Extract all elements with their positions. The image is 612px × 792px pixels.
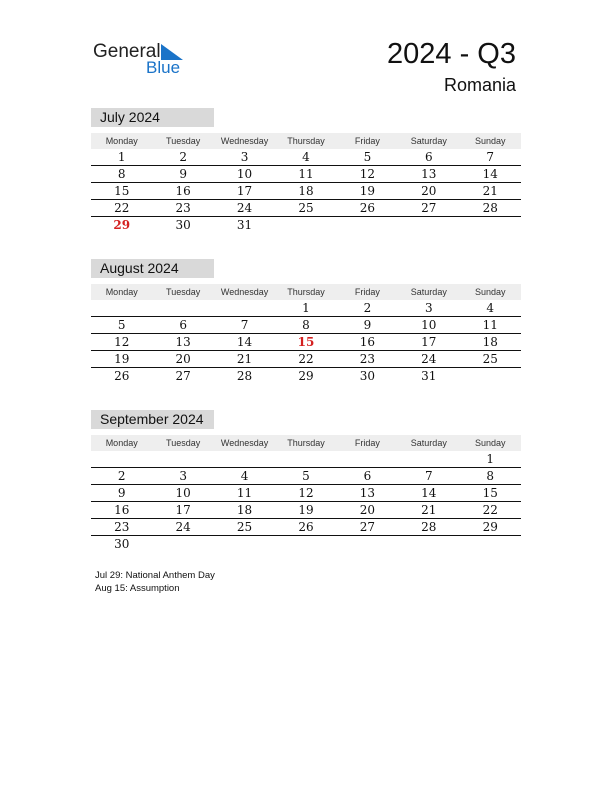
weekday-label: Sunday	[474, 136, 506, 146]
day-cell: 16	[175, 184, 191, 198]
day-cell: 1	[117, 150, 126, 164]
day-cell: 26	[359, 201, 376, 215]
day-cell: 4	[486, 301, 495, 315]
day-cell: 23	[175, 201, 191, 215]
day-cell: 1	[486, 452, 495, 466]
day-cell: 20	[175, 352, 191, 366]
day-cell: 22	[482, 503, 498, 517]
day-cell: 24	[421, 352, 437, 366]
day-cell: 28	[482, 201, 498, 215]
day-cell: 24	[236, 201, 253, 215]
day-cell: 31	[236, 218, 253, 232]
day-cell: 5	[302, 469, 310, 483]
weekday-header	[91, 284, 521, 300]
month-label: September 2024	[91, 410, 214, 429]
day-cell: 3	[179, 469, 187, 483]
day-cell: 8	[117, 167, 126, 181]
day-cell: 25	[298, 201, 314, 215]
week-row	[91, 468, 521, 485]
day-cell	[91, 300, 152, 316]
day-cell	[337, 536, 398, 552]
day-cell	[398, 536, 459, 552]
weekday-label: Monday	[105, 438, 138, 448]
weekday-label: Monday	[105, 287, 138, 297]
day-cell: 14	[482, 167, 498, 181]
holiday-note: Jul 29: National Anthem Day	[95, 570, 215, 581]
day-cell	[460, 368, 521, 384]
day-cell	[152, 451, 213, 467]
day-cell: 14	[421, 486, 437, 500]
logo-blue-text: Blue	[146, 58, 181, 77]
day-cell: 8	[302, 318, 310, 332]
day-cell: 22	[114, 201, 130, 215]
day-cell: 27	[421, 201, 437, 215]
day-cell: 2	[179, 150, 187, 164]
day-cell: 10	[236, 167, 253, 181]
day-cell: 4	[240, 469, 249, 483]
day-cell	[398, 217, 459, 233]
month-block	[91, 259, 521, 384]
day-cell: 23	[359, 352, 376, 366]
day-cell: 19	[298, 503, 314, 517]
weekday-label: Wednesday	[220, 136, 269, 146]
day-cell: 16	[114, 503, 130, 517]
day-cell	[460, 217, 521, 233]
day-cell: 7	[486, 150, 495, 164]
day-cell: 13	[175, 335, 191, 349]
weekday-label: Sunday	[474, 287, 506, 297]
day-cell: 30	[114, 537, 130, 551]
logo	[93, 41, 193, 79]
weekday-label: Tuesday	[166, 438, 201, 448]
weekday-label: Wednesday	[220, 287, 269, 297]
day-cell: 8	[486, 469, 495, 483]
day-cell	[460, 536, 521, 552]
day-cell: 27	[359, 520, 376, 534]
day-cell: 11	[298, 167, 314, 181]
day-cell: 6	[363, 469, 372, 483]
month-label: August 2024	[91, 259, 214, 278]
week-row	[91, 217, 521, 233]
day-cell: 11	[482, 318, 498, 332]
week-row	[91, 351, 521, 368]
day-cell: 2	[363, 301, 372, 315]
day-cell	[91, 451, 152, 467]
week-row	[91, 183, 521, 200]
day-cell: 25	[482, 352, 498, 366]
day-cell: 19	[114, 352, 130, 366]
day-cell: 29	[482, 520, 498, 534]
day-cell: 28	[236, 369, 253, 383]
day-cell: 17	[175, 503, 191, 517]
day-cell: 22	[298, 352, 314, 366]
day-cell: 21	[482, 184, 498, 198]
day-cell: 26	[298, 520, 314, 534]
day-cell	[337, 451, 398, 467]
day-cell: 23	[114, 520, 130, 534]
day-cell: 13	[421, 167, 437, 181]
day-cell: 17	[421, 335, 437, 349]
weekday-label: Tuesday	[166, 287, 201, 297]
week-row	[91, 200, 521, 217]
day-cell: 29	[298, 369, 314, 383]
day-cell: 26	[114, 369, 130, 383]
day-cell	[214, 451, 275, 467]
weekday-label: Tuesday	[166, 136, 201, 146]
weekday-label: Friday	[354, 438, 380, 448]
month-block	[91, 108, 521, 233]
day-cell: 5	[117, 318, 126, 332]
day-cell: 6	[425, 150, 433, 164]
day-cell: 9	[179, 167, 187, 181]
day-cell: 30	[359, 369, 376, 383]
weekday-header	[91, 435, 521, 451]
day-cell: 15	[297, 335, 315, 349]
weekday-label: Thursday	[287, 438, 325, 448]
day-cell: 4	[302, 150, 310, 164]
day-cell: 21	[421, 503, 437, 517]
day-cell: 10	[421, 318, 437, 332]
week-row	[91, 368, 521, 384]
weekday-label: Saturday	[410, 287, 447, 297]
day-cell: 29	[113, 218, 131, 232]
day-cell: 12	[114, 335, 130, 349]
day-cell: 7	[240, 318, 249, 332]
week-row	[91, 149, 521, 166]
day-cell: 20	[421, 184, 437, 198]
day-cell: 18	[236, 503, 253, 517]
day-cell: 31	[421, 369, 437, 383]
day-cell: 13	[359, 486, 376, 500]
day-cell: 6	[179, 318, 187, 332]
day-cell: 30	[175, 218, 191, 232]
day-cell	[214, 300, 275, 316]
day-cell: 28	[421, 520, 437, 534]
day-cell	[275, 217, 336, 233]
weekday-label: Saturday	[410, 136, 447, 146]
weekday-label: Friday	[354, 287, 380, 297]
day-cell: 12	[298, 486, 314, 500]
day-cell: 19	[359, 184, 376, 198]
country-name: Romania	[443, 75, 516, 95]
day-cell: 5	[363, 150, 372, 164]
holiday-notes	[95, 569, 215, 595]
day-cell	[214, 536, 275, 552]
day-cell: 18	[298, 184, 314, 198]
week-row	[91, 317, 521, 334]
day-cell	[275, 536, 336, 552]
day-cell: 24	[175, 520, 191, 534]
day-cell: 20	[359, 503, 376, 517]
logo-general-text: General	[93, 41, 161, 62]
weekday-label: Sunday	[474, 438, 506, 448]
day-cell	[152, 300, 213, 316]
weekday-label: Saturday	[410, 438, 447, 448]
day-cell: 18	[482, 335, 498, 349]
day-cell: 12	[359, 167, 376, 181]
day-cell: 15	[114, 184, 130, 198]
week-row	[91, 451, 521, 468]
day-cell: 3	[425, 301, 433, 315]
day-cell: 9	[117, 486, 126, 500]
day-cell: 15	[482, 486, 498, 500]
weekday-label: Monday	[105, 136, 138, 146]
day-cell: 10	[175, 486, 191, 500]
day-cell: 27	[175, 369, 191, 383]
weekday-label: Wednesday	[220, 438, 269, 448]
page-title: 2024 - Q3	[387, 38, 516, 70]
week-row	[91, 334, 521, 351]
week-row	[91, 300, 521, 317]
day-cell: 1	[302, 301, 310, 315]
week-row	[91, 502, 521, 519]
day-cell: 17	[236, 184, 253, 198]
day-cell: 7	[425, 469, 433, 483]
day-cell: 21	[236, 352, 253, 366]
week-row	[91, 536, 521, 552]
day-cell: 16	[359, 335, 376, 349]
weekday-label: Friday	[354, 136, 380, 146]
weekday-label: Thursday	[287, 287, 325, 297]
month-label: July 2024	[91, 108, 214, 127]
day-cell: 14	[236, 335, 253, 349]
day-cell	[337, 217, 398, 233]
day-cell: 2	[117, 469, 126, 483]
day-cell	[152, 536, 213, 552]
day-cell: 25	[236, 520, 253, 534]
day-cell: 11	[236, 486, 253, 500]
weekday-header	[91, 133, 521, 149]
month-block	[91, 410, 521, 552]
day-cell	[275, 451, 336, 467]
holiday-note: Aug 15: Assumption	[95, 583, 180, 594]
day-cell	[398, 451, 459, 467]
day-cell: 9	[363, 318, 372, 332]
day-cell: 3	[240, 150, 249, 164]
weekday-label: Thursday	[287, 136, 325, 146]
week-row	[91, 519, 521, 536]
week-row	[91, 166, 521, 183]
week-row	[91, 485, 521, 502]
